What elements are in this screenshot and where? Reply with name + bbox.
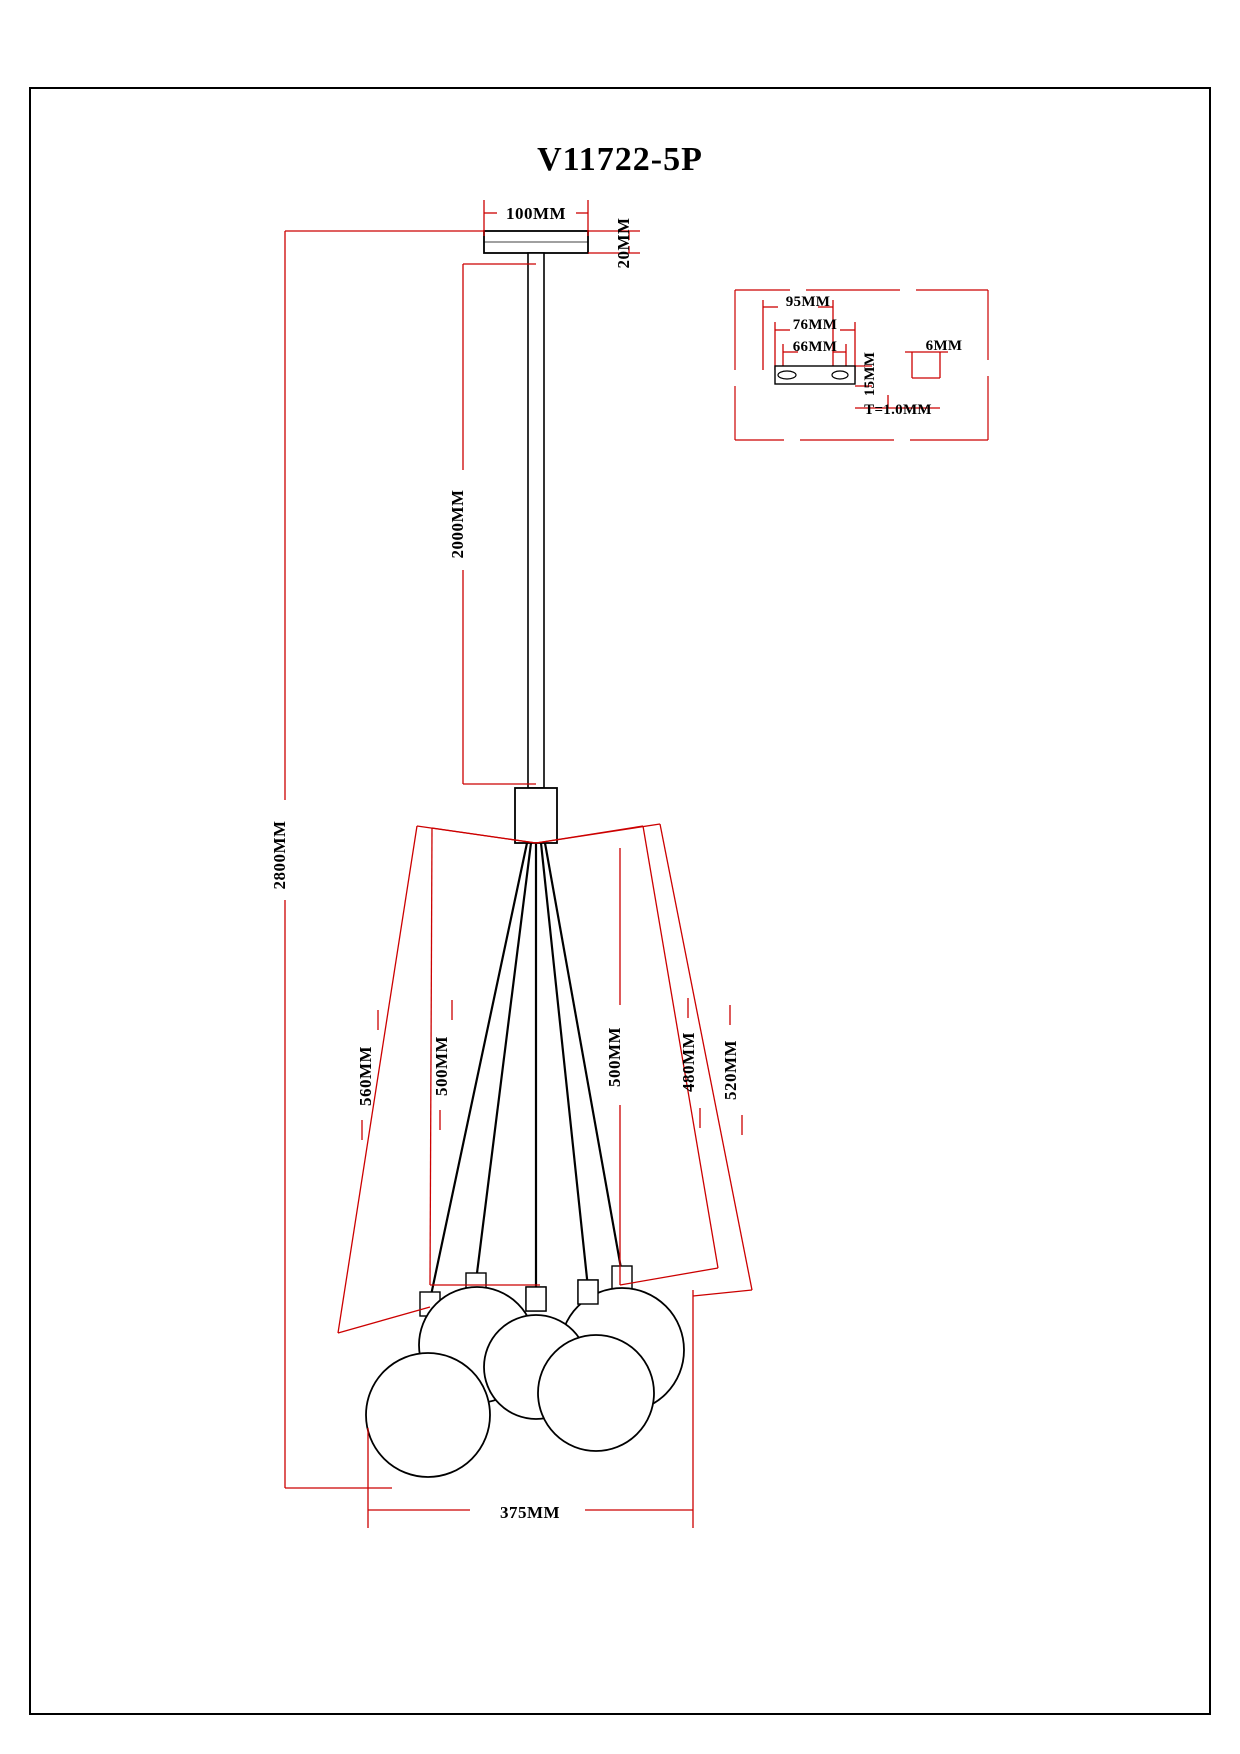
socket-5 [612,1266,632,1290]
cable-2 [476,843,531,1281]
detail-dim-15: 15MM [862,351,878,397]
detail-dim-6: 6MM [925,338,963,354]
dim-drop-500-left: 500MM [432,1035,451,1097]
detail-part [775,366,855,384]
suspension-rod [528,253,544,788]
dim-canopy-width: 100MM [505,204,567,223]
cable-4 [541,843,588,1288]
detail-dim-95: 95MM [785,294,831,310]
globe-front-right [538,1335,654,1451]
dim-total-height: 2800MM [270,820,289,890]
dim-canopy-height: 20MM [614,217,633,269]
detail-thickness: T=1.0MM [864,402,932,418]
junction-body [515,788,557,843]
detail-dim-76: 76MM [792,317,838,333]
globe-front-left [366,1353,490,1477]
dim-drop-560: 560MM [356,1045,375,1107]
dim-drop-520: 520MM [721,1039,740,1101]
dim-overall-width: 375MM [499,1503,561,1522]
detail-dim-66: 66MM [792,339,838,355]
dim-drop-480: 480MM [679,1031,698,1093]
product-outline [366,231,684,1477]
dim-suspension-length: 2000MM [448,489,467,559]
drawing-title: V11722-5P [537,141,703,178]
dim-drop-500-right: 500MM [605,1026,624,1088]
